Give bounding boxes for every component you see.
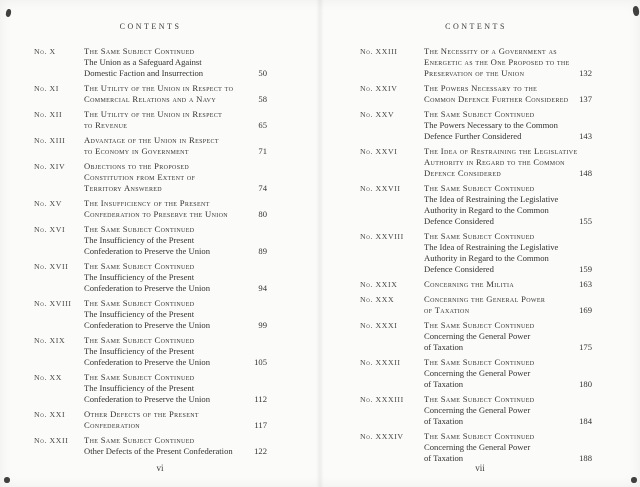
entry-title-line: of Taxation	[424, 416, 464, 426]
entry-title-line: The Same Subject Continued	[84, 261, 195, 271]
entry-title-line: The Insufficiency of the Present	[84, 309, 195, 319]
entry-title	[424, 83, 573, 105]
entry-number: No. XXI	[34, 410, 66, 419]
entry-title	[84, 198, 252, 220]
entry-title	[84, 372, 248, 405]
entry-title-line: Energetic as the One Proposed to the	[424, 57, 570, 67]
entry-number: No. XXIV	[360, 84, 398, 93]
entry-number: No. XV	[34, 199, 63, 208]
entry-page-number: 132	[579, 68, 592, 78]
entry-page-number: 122	[254, 446, 267, 456]
entry-title-line: Commercial Relations and a Navy	[84, 94, 217, 104]
entry-title-line: Concerning the Militia	[424, 279, 515, 289]
right-page	[320, 0, 640, 487]
left-page-folio: vi	[156, 463, 164, 473]
entry-number: No. XXVI	[360, 147, 398, 156]
entry-title-line: The Insufficiency of the Present	[84, 198, 210, 208]
right-page-header: CONTENTS	[445, 22, 507, 31]
toc-entry	[34, 261, 267, 294]
entry-page-number: 159	[579, 264, 592, 274]
toc-entry	[360, 231, 592, 275]
entry-title	[424, 320, 573, 353]
entry-title-line: Authority in Regard to the Common	[424, 205, 549, 215]
entry-title-line: The Powers Necessary to the	[424, 83, 538, 93]
entry-title-line: The Idea of Restraining the Legislative	[424, 194, 559, 204]
right-page-folio: vii	[475, 463, 485, 473]
entry-title	[424, 231, 573, 275]
entry-title	[424, 183, 573, 227]
entry-page-number: 112	[254, 394, 267, 404]
entry-page-number: 99	[258, 320, 267, 330]
entry-page-number: 105	[254, 357, 267, 367]
entry-title-line: Common Defence Further Considered	[424, 94, 569, 104]
entry-title-line: Concerning the General Power	[424, 368, 531, 378]
entry-number: No. XIV	[34, 162, 66, 171]
entry-number: No. XXV	[360, 110, 395, 119]
entry-page-number: 184	[579, 416, 592, 426]
entry-number: No. XXXI	[360, 321, 398, 330]
entry-title-line: Confederation to Preserve the Union	[84, 283, 211, 293]
entry-page-number: 137	[579, 94, 592, 104]
entry-title-line: The Idea of Restraining the Legislative	[424, 242, 559, 252]
entry-page-number: 188	[579, 453, 592, 463]
entry-title-line: to Revenue	[84, 120, 128, 130]
entry-title-line: Authority in Regard to the Common	[424, 253, 549, 263]
entry-title-line: of Taxation	[424, 453, 464, 463]
entry-page-number: 143	[579, 131, 592, 141]
toc-entry	[34, 198, 267, 220]
entry-title-line: Defence Considered	[424, 168, 502, 178]
toc-entry	[34, 161, 267, 194]
entry-title-line: The Insufficiency of the Present	[84, 346, 195, 356]
toc-entry	[360, 146, 592, 179]
toc-entry	[360, 109, 592, 142]
toc-entry	[34, 409, 267, 431]
toc-entry	[34, 435, 267, 457]
entry-number: No. XII	[34, 110, 63, 119]
entry-title-line: The Insufficiency of the Present	[84, 272, 195, 282]
entry-page-number: 50	[258, 68, 267, 78]
entry-title-line: The Insufficiency of the Present	[84, 235, 195, 245]
entry-number: No. XXXIV	[360, 432, 404, 441]
entry-title-line: The Same Subject Continued	[84, 224, 195, 234]
entry-number: No. XIX	[34, 336, 66, 345]
entry-title-line: Confederation	[84, 420, 140, 430]
entry-title-line: Advantage of the Union in Respect	[84, 135, 219, 145]
entry-title	[424, 294, 573, 316]
entry-number: No. XXVII	[360, 184, 401, 193]
entry-title	[84, 298, 252, 331]
entry-title-line: The Necessity of a Government as	[424, 46, 557, 56]
entry-title-line: The Same Subject Continued	[424, 231, 535, 241]
entry-title-line: Concerning the General Power	[424, 294, 546, 304]
toc-entry	[34, 83, 267, 105]
entry-title-line: The Powers Necessary to the Common	[424, 120, 558, 130]
toc-entry	[34, 224, 267, 257]
entry-title-line: The Same Subject Continued	[84, 372, 195, 382]
entry-title-line: Objections to the Proposed	[84, 161, 190, 171]
entry-page-number: 163	[579, 279, 592, 289]
entry-title-line: Other Defects of the Present Confederation	[84, 446, 233, 456]
entry-number: No. XXVIII	[360, 232, 404, 241]
entry-title	[424, 357, 573, 390]
entry-title-line: Domestic Faction and Insurrection	[84, 68, 204, 78]
toc-entry	[360, 320, 592, 353]
entry-title	[84, 409, 248, 431]
entry-title-line: The Utility of the Union in Respect	[84, 109, 223, 119]
entry-title	[424, 146, 578, 179]
entry-title-line: Constitution from Extent of	[84, 172, 196, 182]
entry-title	[84, 46, 252, 79]
entry-title	[84, 435, 248, 457]
entry-page-number: 169	[579, 305, 592, 315]
entry-title-line: The Same Subject Continued	[424, 431, 535, 441]
entry-title-line: Confederation to Preserve the Union	[84, 246, 211, 256]
entry-title	[424, 394, 573, 427]
toc-entry	[360, 183, 592, 227]
entry-title-line: The Same Subject Continued	[424, 394, 535, 404]
entry-number: No. XXXIII	[360, 395, 404, 404]
left-page-header: CONTENTS	[119, 22, 182, 31]
toc-entry	[360, 83, 592, 105]
entry-number: No. XVIII	[34, 299, 72, 308]
entry-title-line: to Economy in Government	[84, 146, 189, 156]
toc-entry	[34, 109, 267, 131]
entry-page-number: 94	[258, 283, 267, 293]
entry-number: No. XXIII	[360, 47, 398, 56]
toc-entry	[360, 294, 592, 316]
entry-number: No. XXIX	[360, 280, 398, 289]
entry-number: No. XIII	[34, 136, 66, 145]
entry-page-number: 117	[254, 420, 267, 430]
entry-title-line: Defence Considered	[424, 216, 494, 226]
toc-entry	[360, 357, 592, 390]
entry-title-line: Territory Answered	[84, 183, 162, 193]
entry-title-line: Confederation to Preserve the Union	[84, 357, 211, 367]
toc-entry	[34, 135, 267, 157]
toc-entry	[34, 335, 267, 368]
entry-title-line: Defence Considered	[424, 264, 494, 274]
entry-page-number: 180	[579, 379, 592, 389]
entry-number: No. XX	[34, 373, 63, 382]
entry-title-line: The Same Subject Continued	[84, 298, 195, 308]
entry-number: No. XVI	[34, 225, 66, 234]
entry-title	[84, 261, 252, 294]
entry-title	[424, 109, 573, 142]
entry-title	[84, 83, 252, 105]
entry-number: No. XI	[34, 84, 59, 93]
entry-title	[424, 279, 573, 290]
entry-title	[424, 46, 573, 79]
entry-title-line: The Insufficiency of the Present	[84, 383, 195, 393]
entry-title-line: The Same Subject Continued	[424, 183, 535, 193]
toc-entry	[360, 394, 592, 427]
entry-title-line: Concerning the General Power	[424, 405, 531, 415]
entry-title-line: Authority in Regard to the Common	[424, 157, 565, 167]
entry-title-line: of Taxation	[424, 342, 464, 352]
entry-page-number: 74	[258, 183, 267, 193]
entry-title-line: Concerning the General Power	[424, 331, 531, 341]
entry-number: No. XXX	[360, 295, 395, 304]
entry-number: No. XVII	[34, 262, 69, 271]
entry-number: No. X	[34, 47, 56, 56]
entry-page-number: 58	[258, 94, 267, 104]
entry-title	[84, 135, 252, 157]
entry-title-line: of Taxation	[424, 305, 470, 315]
entry-title	[84, 161, 252, 194]
entry-title-line: Confederation to Preserve the Union	[84, 320, 211, 330]
toc-entry	[34, 46, 267, 79]
entry-title-line: The Same Subject Continued	[424, 357, 535, 367]
entry-title-line: Confederation to Preserve the Union	[84, 209, 228, 219]
entry-title-line: Concerning the General Power	[424, 442, 531, 452]
entry-title-line: Confederation to Preserve the Union	[84, 394, 211, 404]
toc-entries-left	[34, 46, 267, 457]
entry-page-number: 155	[579, 216, 592, 226]
entry-title-line: of Taxation	[424, 379, 464, 389]
entry-title-line: The Same Subject Continued	[424, 320, 535, 330]
entry-title-line: Defence Further Considered	[424, 131, 522, 141]
entry-title-line: The Same Subject Continued	[424, 109, 535, 119]
entry-number: No. XXII	[34, 436, 69, 445]
entry-number: No. XXXII	[360, 358, 401, 367]
entry-page-number: 89	[258, 246, 267, 256]
entry-title-line: Other Defects of the Present	[84, 409, 199, 419]
toc-entry	[360, 279, 592, 290]
toc-entry	[360, 46, 592, 79]
entry-title-line: The Same Subject Continued	[84, 335, 195, 345]
entry-title-line: The Union as a Safeguard Against	[84, 57, 202, 67]
entry-title-line: Preservation of the Union	[424, 68, 525, 78]
entry-page-number: 148	[579, 168, 592, 178]
entry-page-number: 65	[258, 120, 267, 130]
entry-page-number: 80	[258, 209, 267, 219]
entry-title-line: The Utility of the Union in Respect to	[84, 83, 234, 93]
entry-title-line: The Same Subject Continued	[84, 435, 195, 445]
entry-title	[84, 109, 252, 131]
entry-page-number: 175	[579, 342, 592, 352]
toc-entries-right	[360, 46, 592, 464]
entry-title	[84, 335, 248, 368]
toc-entry	[360, 431, 592, 464]
entry-title	[424, 431, 573, 464]
entry-title-line: The Idea of Restraining the Legislative	[424, 146, 578, 156]
toc-entry	[34, 298, 267, 331]
entry-page-number: 71	[258, 146, 267, 156]
entry-title-line: The Same Subject Continued	[84, 46, 195, 56]
toc-entry	[34, 372, 267, 405]
entry-title	[84, 224, 252, 257]
